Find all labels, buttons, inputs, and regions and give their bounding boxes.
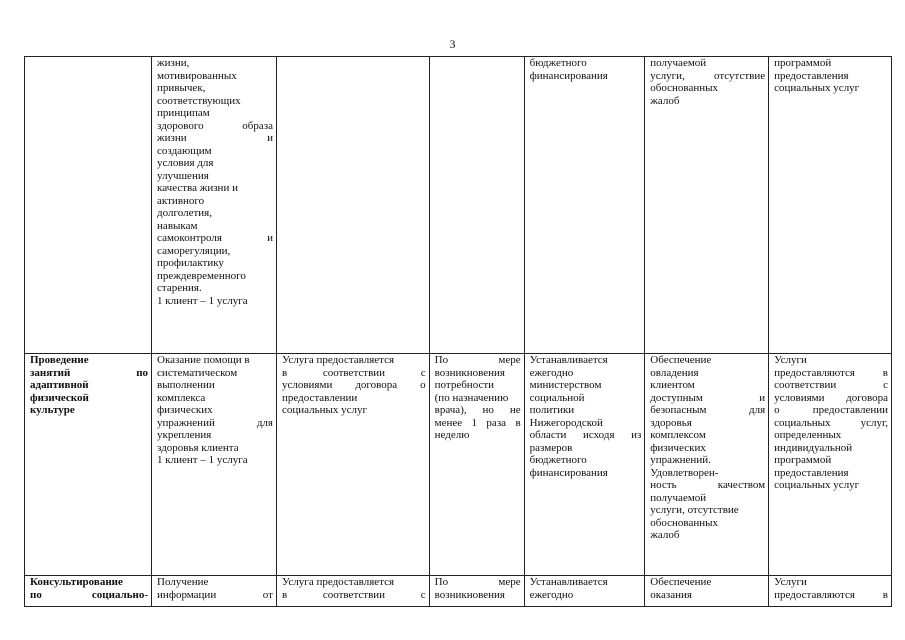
cell-line: По мере (434, 354, 521, 366)
cell-line: Нижегородской (529, 416, 603, 429)
cell-line: Устанавливается (529, 354, 608, 366)
cell-conditions (276, 354, 429, 576)
table-row (25, 57, 892, 354)
cell-line: (по назначению (434, 391, 509, 404)
cell-line: Проведение (30, 354, 89, 366)
cell-line: Услуга предоставляется (281, 354, 395, 366)
cell-line: Консультирование (30, 576, 123, 588)
cell-line: в соответствии с (281, 588, 426, 601)
cell-line: физических (650, 441, 706, 454)
cell-line: улучшения (157, 169, 209, 182)
cell-line: определенных (774, 429, 842, 441)
cell-line: предоставляются в (774, 588, 888, 601)
cell-line: качества жизни и (157, 182, 238, 194)
cell-line: клиентом (650, 379, 695, 391)
cell-line: информации от (157, 588, 273, 601)
cell-line: долголетия, (157, 207, 212, 219)
cell-content (152, 57, 277, 354)
cell-line: финансирования (529, 69, 608, 82)
cell-line: социальных услуг (281, 404, 368, 416)
cell-line: Услуга предоставляется (281, 576, 395, 588)
table-row (25, 354, 892, 576)
cell-line: навыкам (157, 219, 198, 232)
cell-line: Удовлетворен- (650, 466, 719, 479)
cell-quality (645, 354, 769, 576)
cell-periodicity (429, 354, 524, 576)
cell-line: упражнений. (650, 454, 711, 466)
cell-periodicity (429, 576, 524, 607)
cell-line: в соответствии с (281, 366, 426, 379)
cell-line: врача), но не (434, 404, 521, 416)
cell-quality (645, 57, 769, 354)
cell-line: Устанавливается (529, 576, 608, 588)
cell-line: обоснованных (650, 82, 719, 94)
cell-line: жалоб (650, 94, 680, 107)
cell-conditions (276, 57, 429, 354)
cell-line: потребности (434, 379, 495, 391)
cell-line: жалоб (650, 529, 680, 541)
cell-line: физических (157, 404, 213, 416)
cell-line: По мере (434, 576, 521, 588)
cell-line: здоровья (650, 416, 692, 429)
cell-line: услуги, отсутствие (650, 504, 739, 516)
cell-line: программой (774, 454, 832, 466)
cell-content (152, 354, 277, 576)
cell-line: Услуги (774, 354, 807, 366)
cell-line: Услуги (774, 576, 807, 588)
cell-line: активного (157, 194, 205, 207)
cell-line: укрепления (157, 429, 212, 441)
cell-line: комплекса (157, 391, 206, 404)
cell-line: бюджетного (529, 454, 587, 466)
cell-line: министерством (529, 379, 602, 391)
cell-line: мотивированных (157, 69, 237, 82)
cell-periodicity (429, 57, 524, 354)
cell-line: культуре (30, 404, 75, 416)
cell-line: условиями договора о (281, 379, 426, 391)
cell-line: занятий по (30, 366, 149, 379)
cell-line: индивидуальной (774, 441, 853, 454)
cell-results (769, 576, 892, 607)
cell-line: социальных услуг (774, 82, 860, 94)
cell-line: овладения (650, 366, 699, 379)
cell-line: получаемой (650, 57, 707, 69)
cell-line: Оказание помощи в (157, 354, 250, 366)
cell-line: самоконтроля и (157, 232, 273, 244)
cell-line: предоставления (774, 69, 849, 82)
cell-line: создающим (157, 144, 212, 157)
cell-line: финансирования (529, 466, 608, 479)
cell-quality (645, 576, 769, 607)
cell-line: области исходя из (529, 429, 642, 441)
cell-line: жизни и (157, 132, 273, 144)
cell-line: предоставления (774, 466, 849, 479)
cell-line: обоснованных (650, 516, 719, 529)
cell-line: здорового образа (157, 119, 273, 132)
cell-financing (524, 354, 645, 576)
cell-line: ежегодно (529, 366, 574, 379)
page-number: 3 (449, 37, 456, 51)
cell-line: 1 клиент – 1 услуга (157, 454, 248, 466)
cell-line: программой (774, 57, 832, 69)
cell-line: ность качеством (650, 479, 766, 491)
cell-line: предоставлении (281, 391, 358, 404)
cell-line: бюджетного (529, 57, 587, 69)
cell-content (152, 576, 277, 607)
cell-line: привычек, (157, 82, 206, 94)
cell-line: старения. (157, 282, 202, 294)
cell-line: размеров (529, 441, 573, 454)
cell-line: адаптивной (30, 379, 89, 391)
cell-line: предоставляются в (774, 366, 888, 379)
cell-line: систематическом (157, 366, 238, 379)
cell-line: ежегодно (529, 588, 574, 601)
cell-line: оказания (650, 588, 692, 601)
cell-conditions (276, 576, 429, 607)
table-row (25, 576, 892, 607)
cell-line: принципам (157, 107, 210, 119)
cell-line: соответствующих (157, 94, 241, 107)
cell-line: жизни, (157, 57, 190, 69)
cell-line: условия для (157, 157, 214, 169)
cell-line: здоровья клиента (157, 441, 239, 454)
cell-line: выполнении (157, 379, 215, 391)
cell-line: неделю (434, 429, 470, 441)
cell-financing (524, 576, 645, 607)
cell-line: услуги, отсутствие (650, 69, 766, 82)
cell-financing (524, 57, 645, 354)
cell-results (769, 57, 892, 354)
cell-line: физической (30, 391, 89, 404)
cell-line: Обеспечение (650, 576, 712, 588)
cell-line: Получение (157, 576, 209, 588)
cell-line: преждевременного (157, 269, 246, 282)
cell-service (25, 354, 152, 576)
cell-line: социальных услуг, (774, 416, 888, 429)
cell-line: о предоставлении (774, 404, 888, 416)
cell-line: по социально- (30, 588, 149, 601)
cell-service (25, 576, 152, 607)
cell-line: упражнений для (157, 416, 273, 429)
cell-line: менее 1 раза в (434, 416, 521, 429)
cell-line: соответствии с (774, 379, 888, 391)
cell-line: безопасным для (650, 404, 766, 416)
cell-line: условиями договора (774, 391, 888, 404)
cell-service (25, 57, 152, 354)
cell-line: профилактику (157, 257, 224, 269)
cell-line: комплексом (650, 429, 706, 441)
cell-line: социальной (529, 391, 585, 404)
cell-results (769, 354, 892, 576)
cell-line: возникновения (434, 366, 505, 379)
cell-line: Обеспечение (650, 354, 712, 366)
cell-line: доступным и (650, 391, 766, 404)
cell-line: социальных услуг (774, 479, 860, 491)
cell-line: политики (529, 404, 575, 416)
cell-line: получаемой (650, 491, 707, 504)
cell-line: 1 клиент – 1 услуга (157, 294, 248, 307)
services-table (24, 56, 892, 607)
cell-line: саморегуляции, (157, 244, 231, 257)
cell-line: возникновения (434, 588, 505, 601)
